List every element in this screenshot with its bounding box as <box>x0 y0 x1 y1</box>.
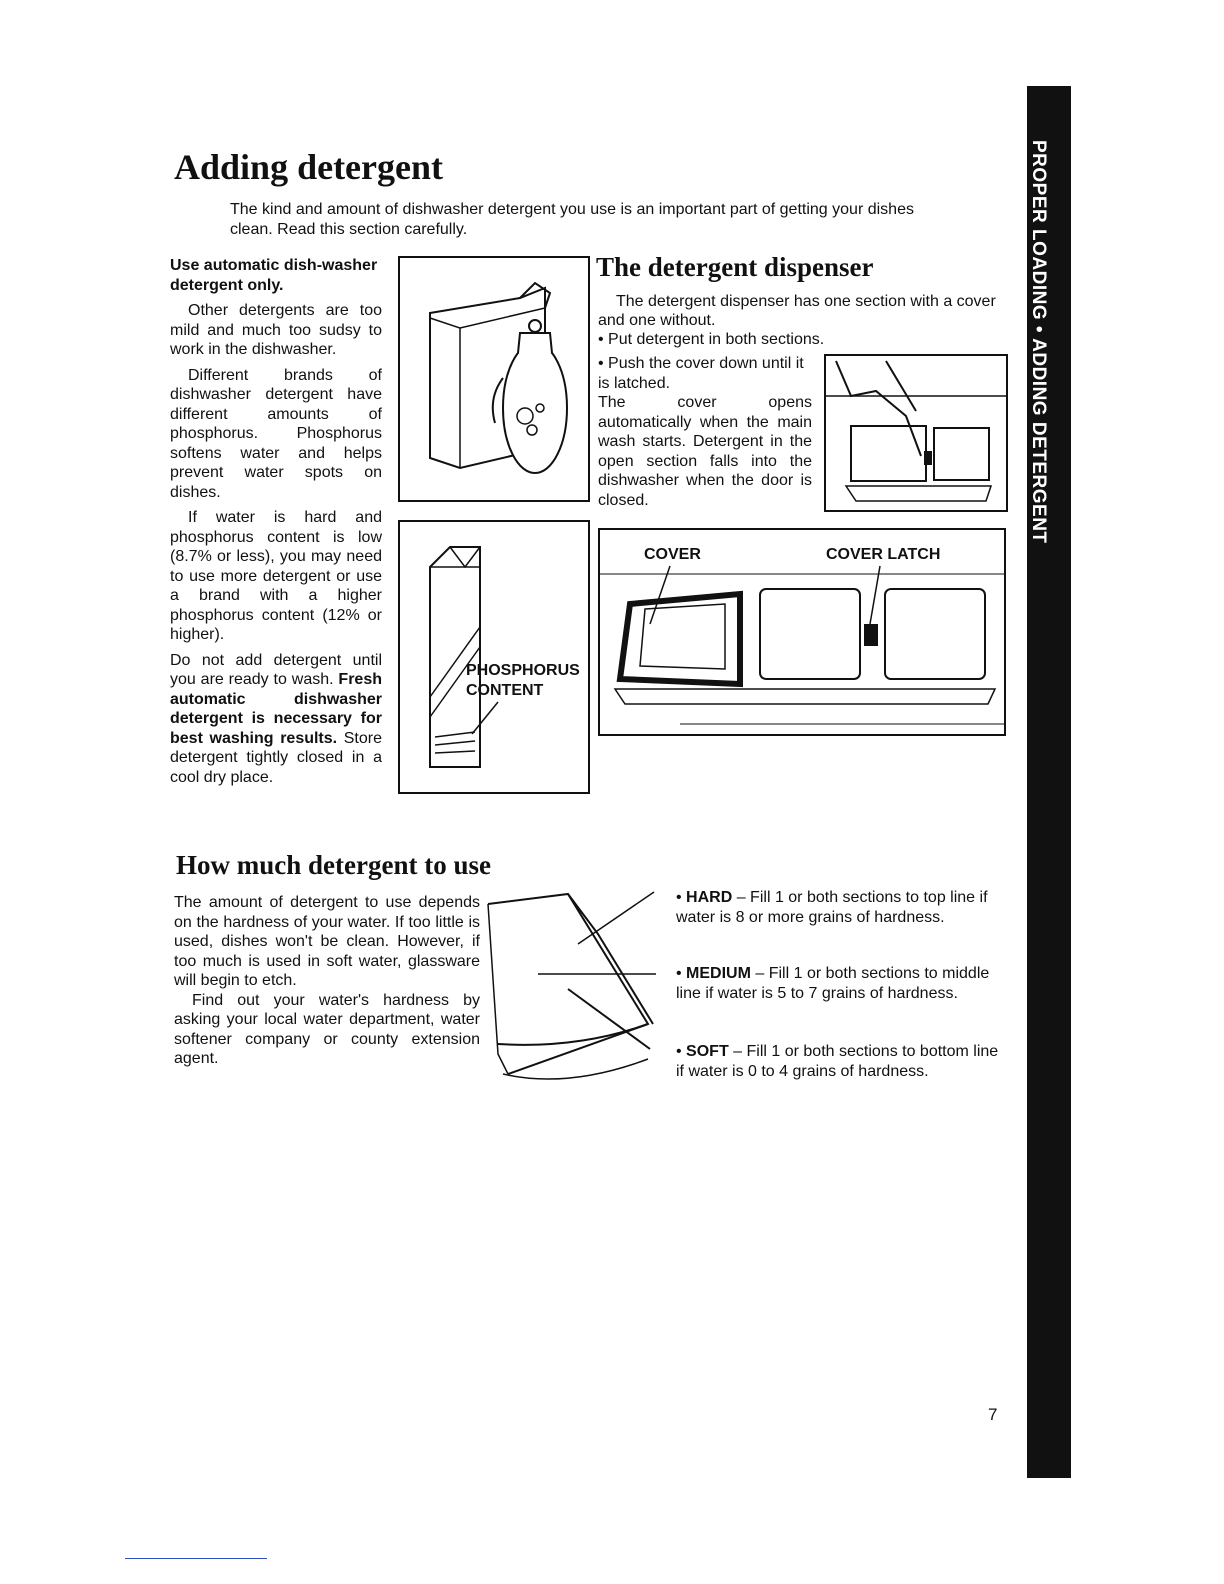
page-number: 7 <box>988 1405 998 1424</box>
how-much-p2: Find out your water's hardness by asking your local water department, water softener company or county extension agent. <box>174 991 480 1067</box>
hard-text: – Fill 1 or both sections to top line if water is 8 or more grains of hardness. <box>676 889 988 926</box>
how-much-heading: How much detergent to use <box>176 850 491 880</box>
push-cover-figure-box <box>824 354 1008 512</box>
dispenser-bullet-1: • Put detergent in both sections. <box>598 331 825 348</box>
level-medium: • MEDIUM – Fill 1 or both sections to middle line if water is 5 to 7 grains of hardness. <box>676 965 990 1002</box>
left-p4-bold: Fresh automatic dishwasher detergent is necessary for best washing results. <box>170 671 382 747</box>
hard-label: HARD <box>686 889 733 906</box>
detergent-cup-levels-illustration <box>478 874 678 1104</box>
how-much-text <box>174 893 480 1069</box>
left-p4-end: Store detergent tightly closed in a cool dry place. <box>170 729 382 786</box>
dispenser-diagram-illustration <box>600 564 1004 734</box>
pointer-line <box>452 700 512 740</box>
dispenser-bullet-2: • Push the cover down until it is latched. <box>598 355 804 392</box>
cover-label: COVER <box>644 546 701 563</box>
left-p1: Other detergents are too mild and much too sudsy to work in the dishwasher. <box>170 302 382 358</box>
how-much-p1: The amount of detergent to use depends on the hardness of your water. If too little is used, dishes won't be clean. However, if too much is used in soft water, glassware will begin to etch. <box>174 894 480 989</box>
dispenser-diagram-box <box>598 528 1006 736</box>
dispenser-intro-block <box>598 292 1002 349</box>
content-label: CONTENT <box>466 682 544 699</box>
dispenser-para: The cover opens automatically when the main wash starts. Detergent in the open section falls into the dishwasher when the door is closed. <box>598 394 812 509</box>
soft-text: – Fill 1 or both sections to bottom line if water is 0 to 4 grains of hardness. <box>676 1043 999 1080</box>
left-p4 <box>170 651 382 788</box>
detergent-carton-illustration <box>420 537 500 777</box>
intro-text: The kind and amount of dishwasher detergent you use is an important part of getting your dishes clean. Read this section carefully. <box>230 201 914 238</box>
level-hard: • HARD – Fill 1 or both sections to top line if water is 8 or more grains of hardness. <box>676 889 988 926</box>
phosphorus-label: PHOSPHORUS <box>466 662 580 679</box>
dispenser-intro: The detergent dispenser has one section with a cover and one without. <box>598 293 996 329</box>
lead-bold: Use automatic dish-washer detergent only. <box>170 257 378 294</box>
footer-rule <box>125 1558 267 1559</box>
medium-text: – Fill 1 or both sections to middle line if water is 5 to 7 grains of hardness. <box>676 965 990 1002</box>
page-title: Adding detergent <box>174 147 443 187</box>
medium-label: MEDIUM <box>686 965 751 982</box>
soft-label: SOFT <box>686 1043 729 1060</box>
dispenser-heading: The detergent dispenser <box>596 252 874 282</box>
left-column <box>170 256 382 793</box>
hand-pushing-cover-illustration <box>826 356 1006 510</box>
dispenser-narrow-block <box>598 354 812 510</box>
left-p2: Different brands of dishwasher detergent have different amounts of phosphorus. Phosphorus softens water and helps prevent water spots on dishes. <box>170 366 382 501</box>
detergent-box-illustration <box>400 258 588 500</box>
left-p3: If water is hard and phosphorus content is low (8.7% or less), you may need to use more detergent or use a brand with a higher phosphorus content (12% or higher). <box>170 509 382 643</box>
left-p4-start: Do not add detergent until you are ready to wash. <box>170 651 382 688</box>
detergent-figure-box <box>398 256 590 502</box>
cover-latch-label: COVER LATCH <box>826 546 941 563</box>
phosphorus-figure-box <box>398 520 590 794</box>
sidebar-label: PROPER LOADING • ADDING DETERGENT <box>1028 140 1049 544</box>
level-soft: • SOFT – Fill 1 or both sections to bottom line if water is 0 to 4 grains of hardness. <box>676 1043 999 1080</box>
